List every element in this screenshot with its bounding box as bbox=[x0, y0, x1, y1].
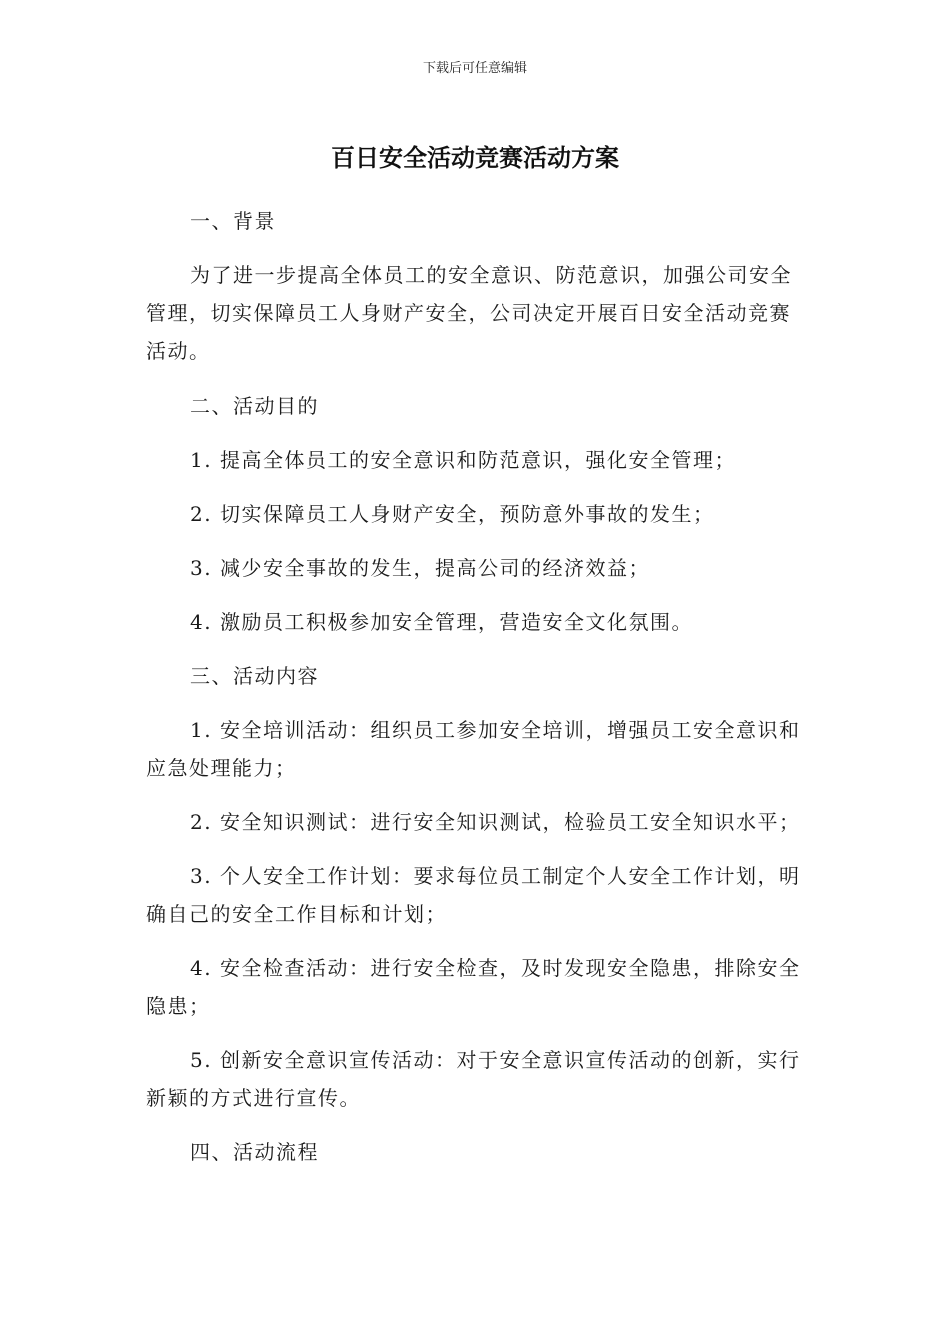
content-item bbox=[146, 949, 810, 1025]
purpose-item-text: 1. 提高全体员工的安全意识和防范意识，强化安全管理； bbox=[190, 448, 736, 472]
content-item-text: 4. 安全检查活动：进行安全检查，及时发现安全隐患，排除安全隐患； bbox=[146, 956, 801, 1018]
content-item bbox=[146, 857, 810, 933]
background-paragraph bbox=[146, 256, 810, 370]
content-item bbox=[146, 1041, 810, 1117]
header-note: 下载后可任意编辑 bbox=[422, 61, 527, 76]
content-item-text: 2. 安全知识测试：进行安全知识测试，检验员工安全知识水平； bbox=[190, 810, 801, 834]
purpose-item-text: 3. 减少安全事故的发生，提高公司的经济效益； bbox=[190, 556, 650, 580]
document-title: 百日安全活动竞赛活动方案 bbox=[331, 144, 619, 172]
content-item-text: 1. 安全培训活动：组织员工参加安全培训，增强员工安全意识和应急处理能力； bbox=[146, 718, 801, 780]
purpose-item-text: 4. 激励员工积极参加安全管理，营造安全文化氛围。 bbox=[190, 610, 693, 634]
purpose-item bbox=[146, 441, 810, 479]
content-heading: 三、活动内容 bbox=[190, 664, 319, 688]
content-item-text: 3. 个人安全工作计划：要求每位员工制定个人安全工作计划，明确自己的安全工作目标和计划； bbox=[146, 864, 801, 926]
purpose-item bbox=[146, 603, 810, 641]
process-heading: 四、活动流程 bbox=[190, 1140, 319, 1164]
content-item bbox=[146, 711, 810, 787]
purpose-item bbox=[146, 549, 810, 587]
background-text: 为了进一步提高全体员工的安全意识、防范意识，加强公司安全管理，切实保障员工人身财产安全，公司决定开展百日安全活动竞赛活动。 bbox=[146, 263, 792, 363]
purpose-item-text: 2. 切实保障员工人身财产安全，预防意外事故的发生； bbox=[190, 502, 715, 526]
content-item-text: 5. 创新安全意识宣传活动：对于安全意识宣传活动的创新，实行新颖的方式进行宣传。 bbox=[146, 1048, 801, 1110]
content-item bbox=[146, 803, 810, 841]
purpose-item bbox=[146, 495, 810, 533]
background-heading: 一、背景 bbox=[190, 209, 276, 233]
purpose-heading: 二、活动目的 bbox=[190, 394, 319, 418]
